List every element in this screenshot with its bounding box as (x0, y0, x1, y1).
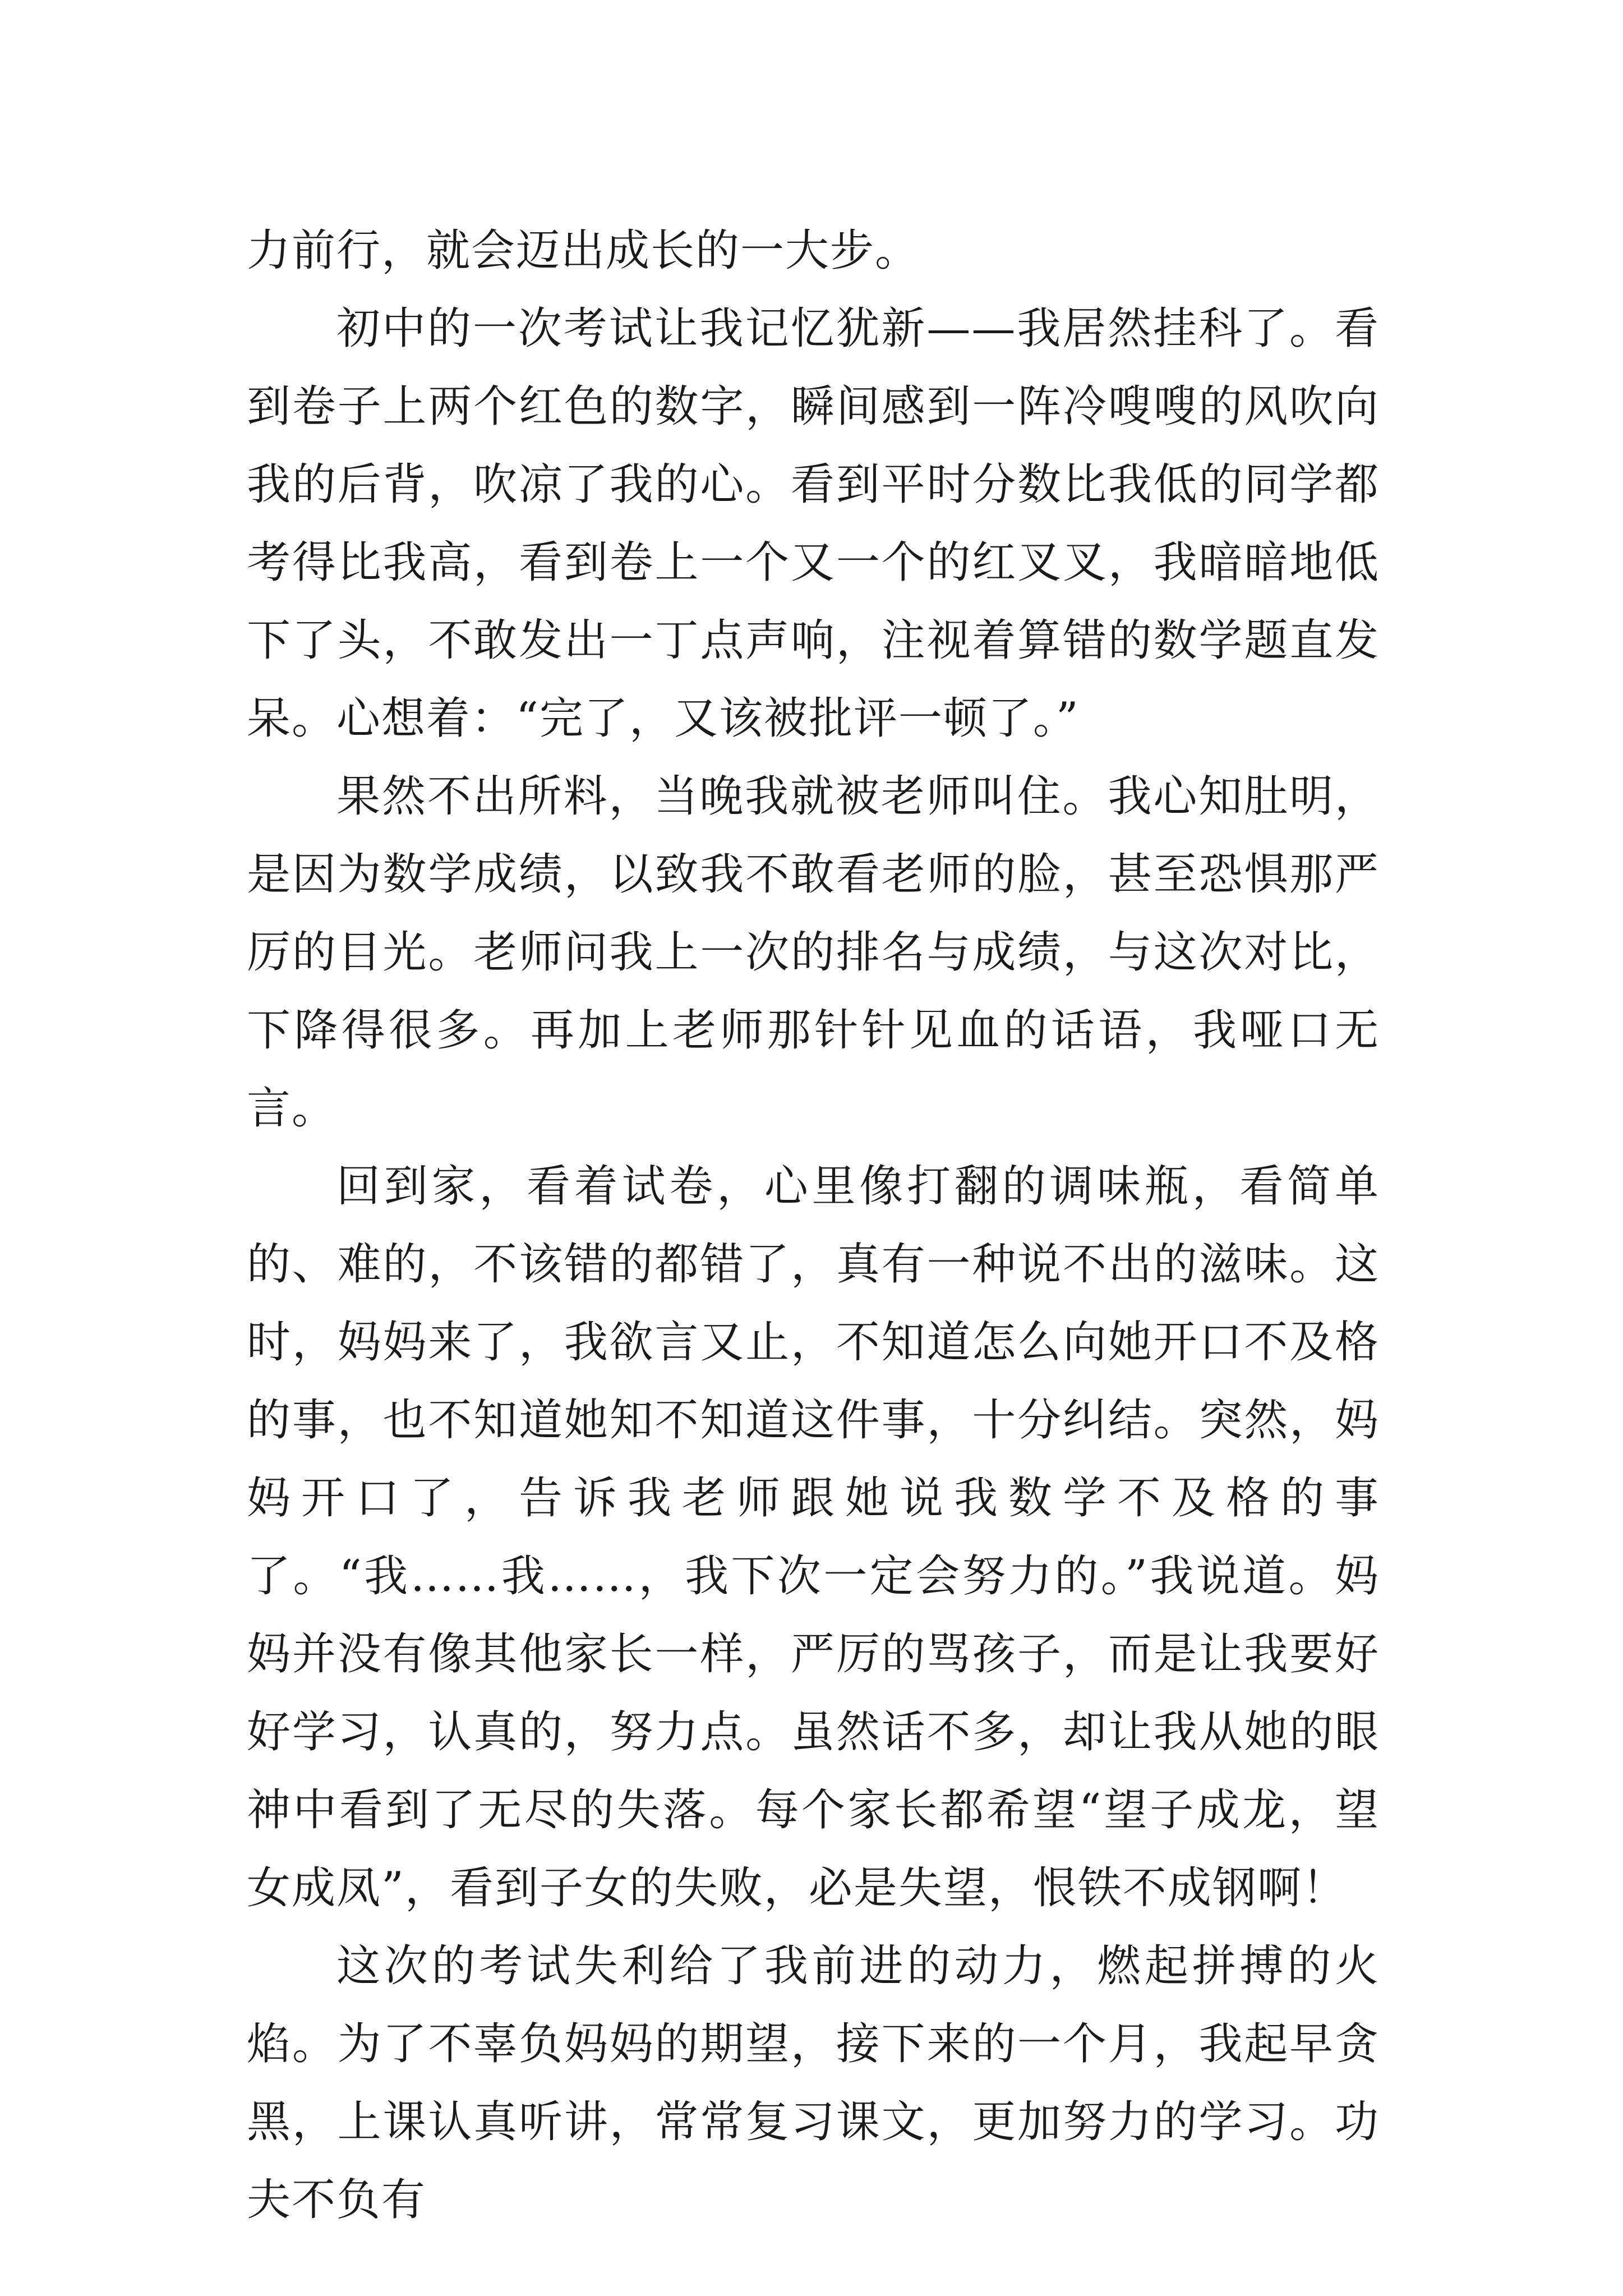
paragraph-3: 果然不出所料，当晚我就被老师叫住。我心知肚明，是因为数学成绩，以致我不敢看老师的脸，甚至恐惧那严厉的目光。老师问我上一次的排名与成绩，与这次对比，下降得很多。再加上老师那针针见血的话语，我哑口无言。 (247, 771, 1380, 1134)
paragraph-2: 初中的一次考试让我记忆犹新——我居然挂科了。看到卷子上两个红色的数字，瞬间感到一阵冷嗖嗖的风吹向我的后背，吹凉了我的心。看到平时分数比我低的同学都考得比我高，看到卷上一个又一个的红叉叉，我暗暗地低下了头，不敢发出一丁点声响，注视着算错的数学题直发呆。心想着：“完了，又该被批评一顿了。” (247, 303, 1380, 744)
document-body (247, 212, 1380, 2239)
paragraph-1: 力前行，就会迈出成长的一大步。 (247, 226, 920, 276)
paragraph-5: 这次的考试失利给了我前进的动力，燃起拼搏的火焰。为了不辜负妈妈的期望，接下来的一个月，我起早贪黑，上课认真听讲，常常复习课文，更加努力的学习。功夫不负有 (247, 1941, 1380, 2225)
paragraph-4: 回到家，看着试卷，心里像打翻的调味瓶，看简单的、难的，不该错的都错了，真有一种说不出的滋味。这时，妈妈来了，我欲言又止，不知道怎么向她开口不及格的事，也不知道她知不知道这件事，十分纠结。突然，妈妈开口了，告诉我老师跟她说我数学不及格的事了。“我……我……，我下次一定会努力的。”我说道。妈妈并没有像其他家长一样，严厉的骂孩子，而是让我要好好学习，认真的，努力点。虽然话不多，却让我从她的眼神中看到了无尽的失落。每个家长都希望“望子成龙，望女成凤”，看到子女的失败，必是失望，恨铁不成钢啊！ (247, 1161, 1380, 1913)
